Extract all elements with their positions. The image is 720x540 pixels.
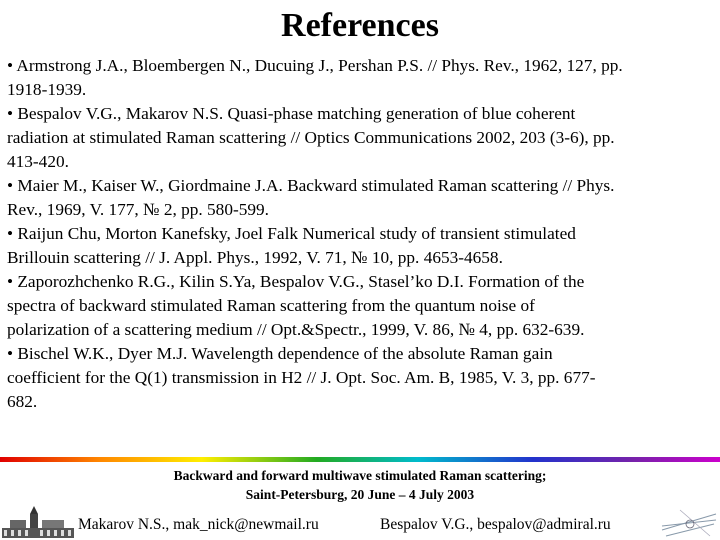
author-contact-left: Makarov N.S., mak_nick@newmail.ru <box>78 516 319 533</box>
page-title: References <box>281 7 439 44</box>
reference-item: • Zaporozhchenko R.G., Kilin S.Ya, Bespalov V.G., Stasel’ko D.I. Formation of the spectra of backward stimulated Raman scattering from the quantum noise of polarization of a scattering medium // Opt.&Spectr., 1999, V. 86, № 4, pp. 632-639. <box>7 272 585 339</box>
reference-item: • Raijun Chu, Morton Kanefsky, Joel Falk Numerical study of transient stimulated Brillouin scattering // J. Appl. Phys., 1992, V. 71, № 10, pp. 4653-4658. <box>7 224 576 267</box>
university-building-icon <box>0 506 76 540</box>
conference-place-date: Saint-Petersburg, 20 June – 4 July 2003 <box>245 487 475 502</box>
institute-logo-icon <box>660 506 718 538</box>
conference-info <box>0 466 720 504</box>
reference-item: • Bespalov V.G., Makarov N.S. Quasi-phase matching generation of blue coherent radiation at stimulated Raman scattering // Optics Communications 2002, 203 (3-6), pp. 413-420. <box>7 104 615 171</box>
reference-item: • Maier M., Kaiser W., Giordmaine J.A. Backward stimulated Raman scattering // Phys. Rev., 1969, V. 177, № 2, pp. 580-599. <box>7 176 615 219</box>
reference-item: • Armstrong J.A., Bloembergen N., Ducuing J., Pershan P.S. // Phys. Rev., 1962, 127, pp. 1918-1939. <box>7 56 623 99</box>
conference-title: Backward and forward multiwave stimulated Raman scattering; <box>173 468 547 483</box>
rainbow-divider <box>0 457 720 462</box>
reference-item: • Bischel W.K., Dyer M.J. Wavelength dependence of the absolute Raman gain coefficient for the Q(1) transmission in H2 // J. Opt. Soc. Am. B, 1985, V. 3, pp. 677- 682. <box>7 344 596 411</box>
author-contact-right: Bespalov V.G., bespalov@admiral.ru <box>380 516 611 533</box>
reference-list <box>7 54 719 414</box>
